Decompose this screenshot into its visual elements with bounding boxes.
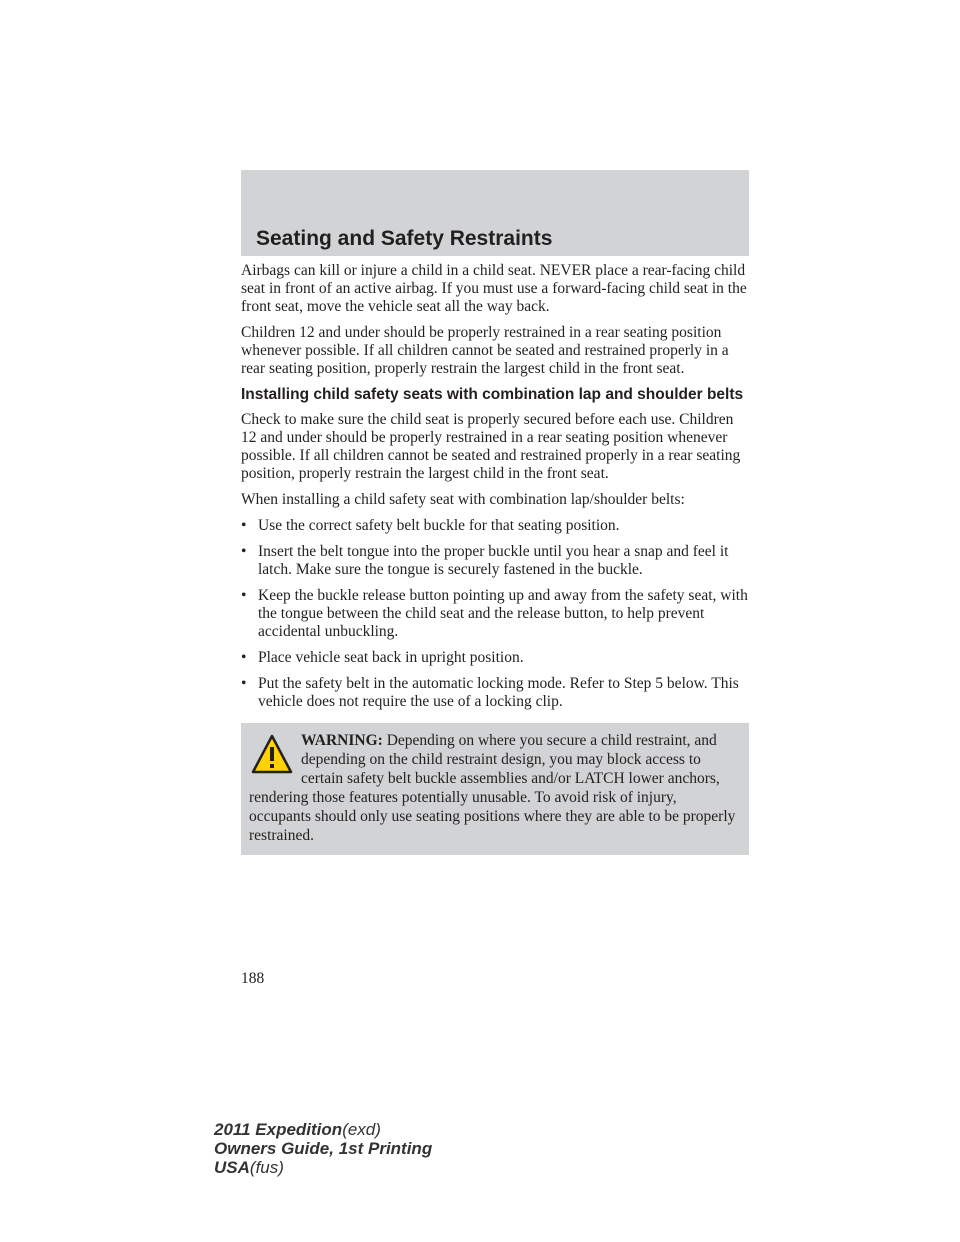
warning-title: WARNING:: [301, 732, 383, 749]
page-number: 188: [241, 970, 265, 987]
footer-printing-info: [214, 1120, 432, 1177]
bullet-dot: •: [241, 587, 247, 604]
list-item: [241, 675, 749, 711]
warning-box: [241, 723, 749, 855]
footer-model-code: (exd): [342, 1120, 381, 1139]
footer-market: USA: [214, 1158, 250, 1177]
list-item-text: Place vehicle seat back in upright position.: [258, 649, 524, 666]
footer-line-1: [214, 1120, 432, 1139]
list-item-text: Keep the buckle release button pointing up and away from the safety seat, with the tongue between the child seat and the release button, to help prevent accidental unbuckling.: [258, 587, 748, 640]
list-item-text: Put the safety belt in the automatic locking mode. Refer to Step 5 below. This vehicle does not require the use of a locking clip.: [258, 675, 739, 710]
list-item: [241, 543, 749, 579]
list-item: [241, 517, 749, 535]
installation-steps-list: [241, 517, 749, 711]
section-header-band: [241, 170, 749, 256]
list-item: [241, 587, 749, 641]
paragraph-children-restraint: Children 12 and under should be properly restrained in a rear seating position whenever possible. If all children cannot be seated and restrained properly in a rear seating position, properly restrain the largest child in the front seat.: [241, 324, 729, 377]
footer-line-3: [214, 1158, 432, 1177]
list-item-text: Use the correct safety belt buckle for that seating position.: [258, 517, 620, 534]
bullet-dot: •: [241, 675, 247, 692]
subheading-installing-child-seats: Installing child safety seats with combination lap and shoulder belts: [241, 386, 744, 403]
paragraph-airbag-warning: Airbags can kill or injure a child in a child seat. NEVER place a rear-facing child seat in front of an active airbag. If you must use a forward-facing child seat in the front seat, move the vehicle seat all the way back.: [241, 262, 747, 315]
warning-triangle-icon: [251, 733, 293, 775]
paragraph-when-installing: When installing a child safety seat with combination lap/shoulder belts:: [241, 491, 685, 508]
list-item: [241, 649, 749, 667]
page-content: [241, 262, 749, 855]
paragraph-check-secured: Check to make sure the child seat is properly secured before each use. Children 12 and under should be properly restrained in a rear seating position whenever possible. If all children cannot be seated and restrained properly in a rear seating position, properly restrain the largest child in the front seat.: [241, 411, 741, 482]
section-title: Seating and Safety Restraints: [256, 227, 553, 250]
footer-market-code: (fus): [249, 1158, 284, 1177]
warning-text: Depending on where you secure a child restraint, and depending on the child restraint design, you may block access to certain safety belt buckle assemblies and/or LATCH lower anchors, rendering those features potentially unusable. To avoid risk of injury, occupants should only use seating positions where they are able to be properly restrained.: [249, 732, 736, 844]
footer-model: 2011 Expedition: [214, 1120, 343, 1139]
bullet-dot: •: [241, 543, 247, 560]
bullet-dot: •: [241, 517, 247, 534]
bullet-dot: •: [241, 649, 247, 666]
footer-line-2: Owners Guide, 1st Printing: [214, 1139, 433, 1158]
list-item-text: Insert the belt tongue into the proper buckle until you hear a snap and feel it latch. Make sure the tongue is securely fastened in the buckle.: [258, 543, 729, 578]
